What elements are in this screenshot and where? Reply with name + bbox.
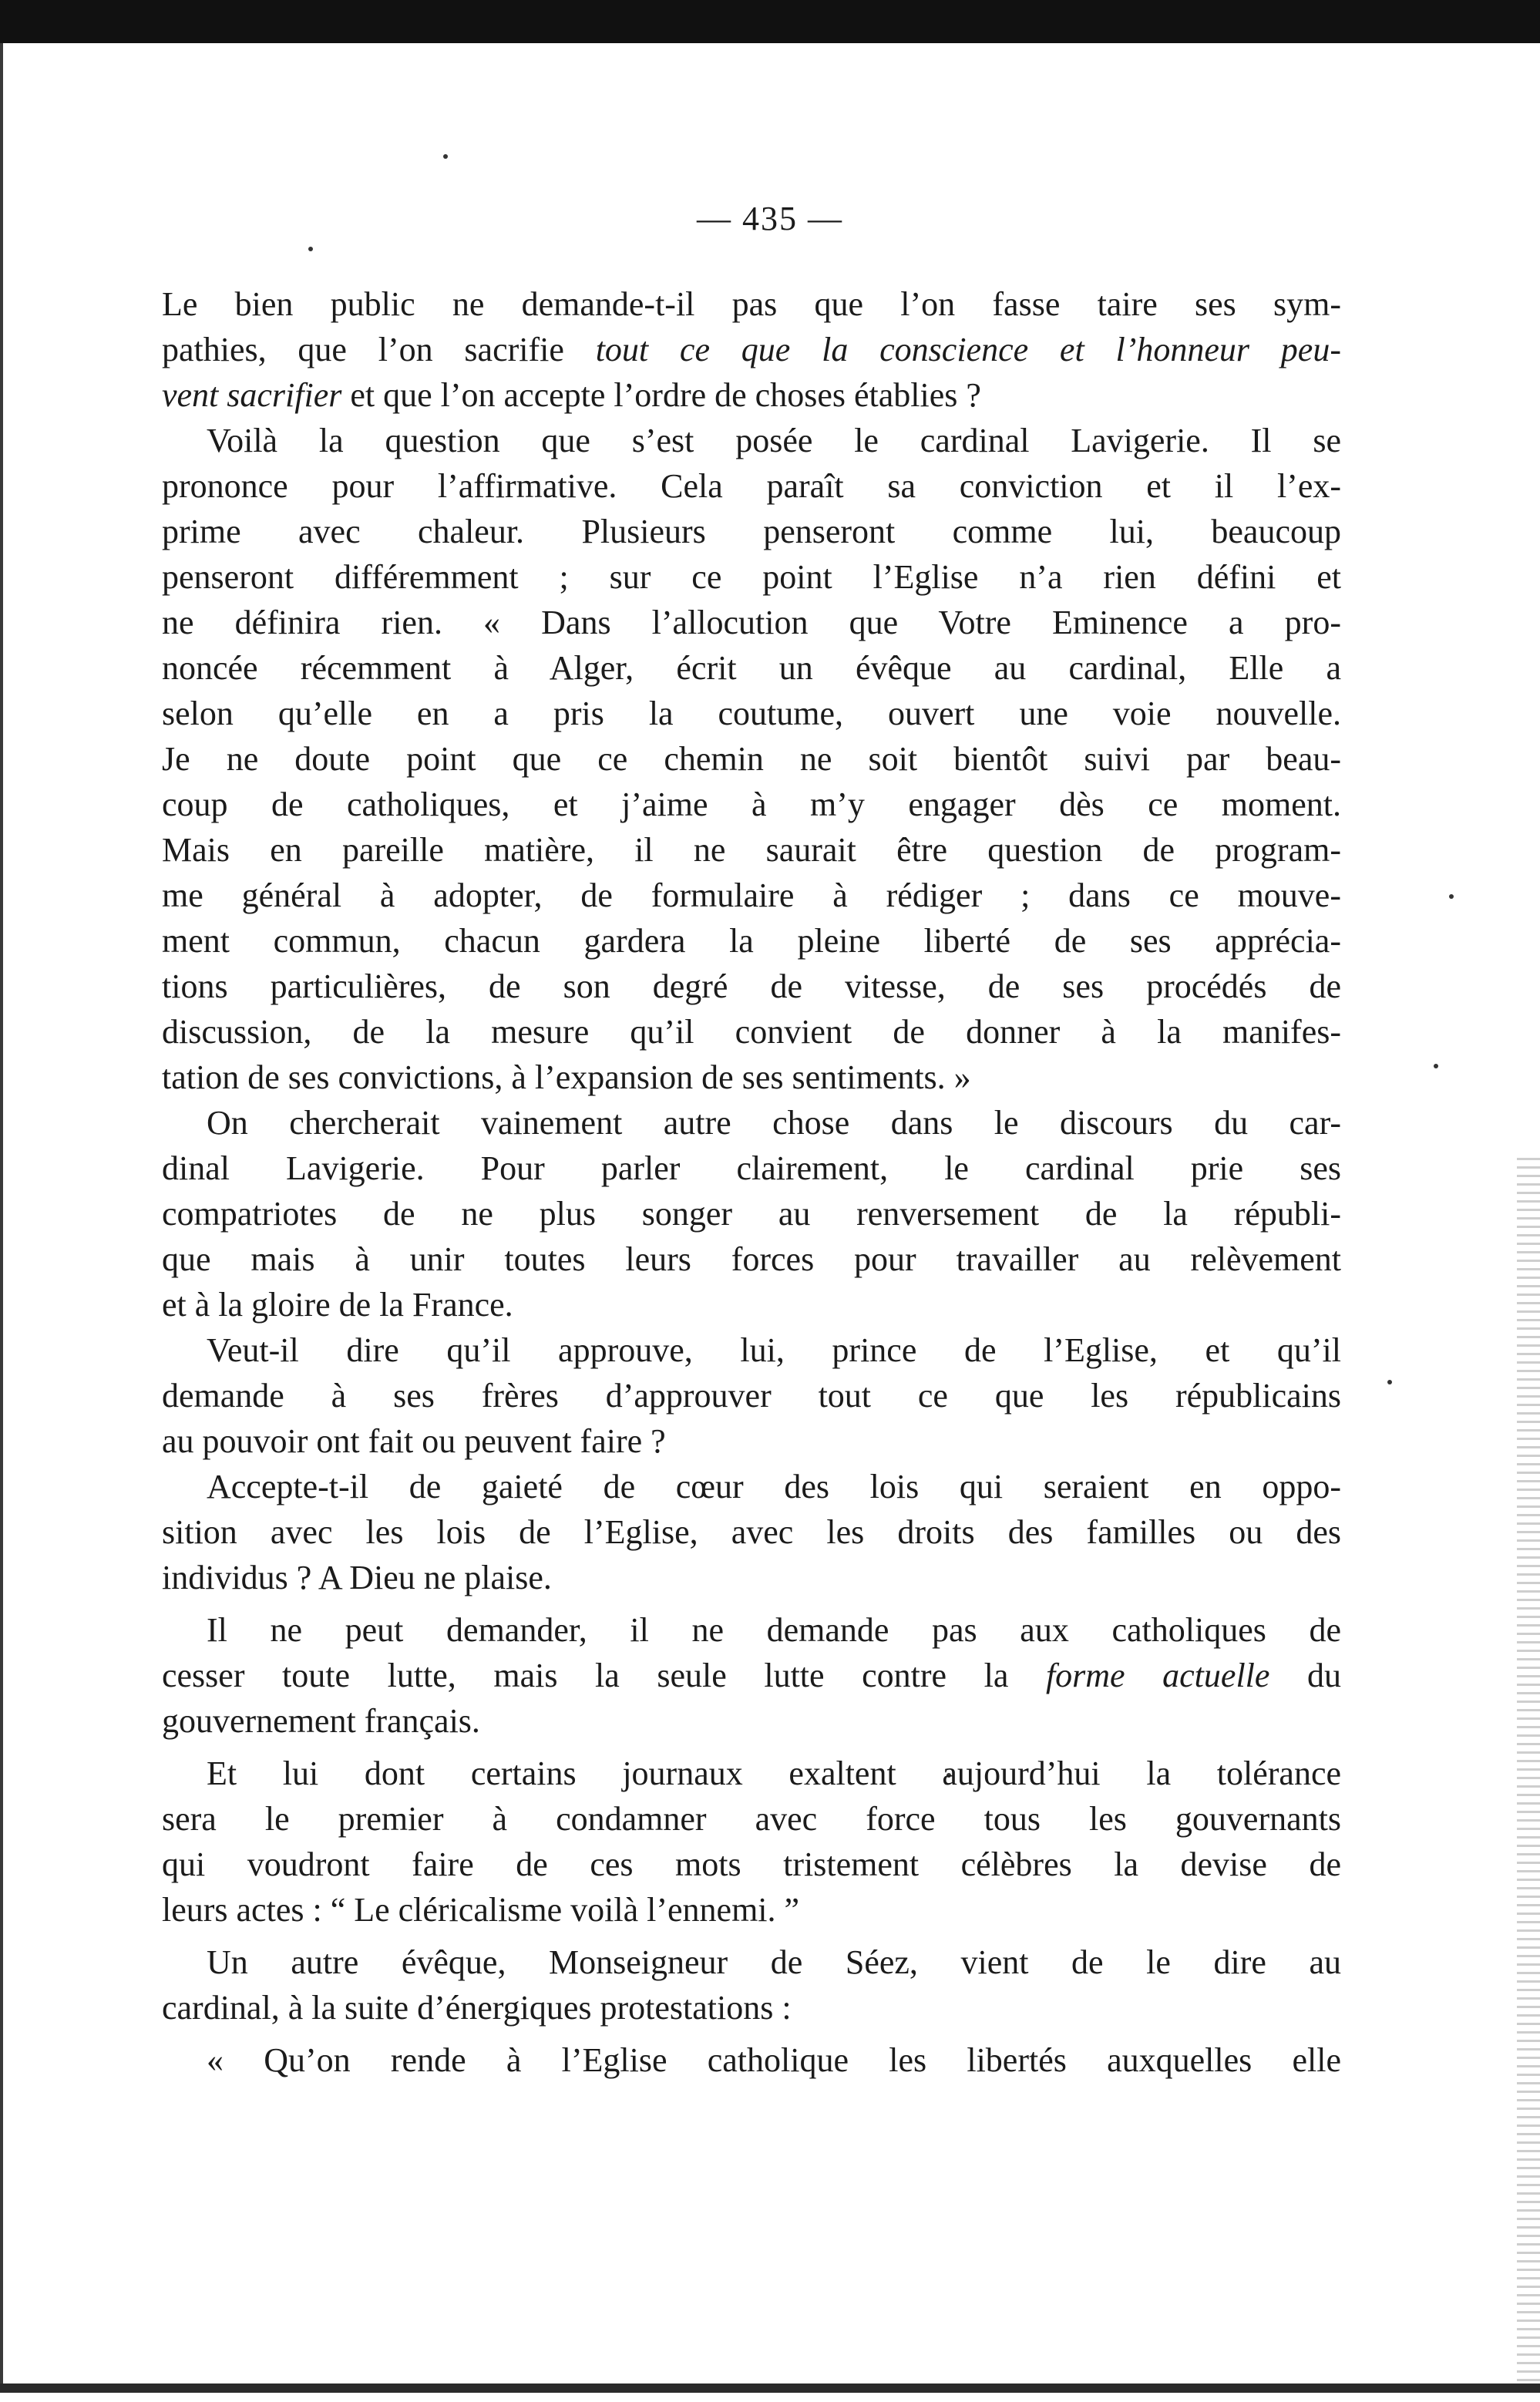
text-line: qui voudront faire de ces mots tristement célèbres la devise de xyxy=(162,1845,1341,1883)
text-line: On chercherait vainement autre chose dans le discours du car- xyxy=(207,1104,1341,1142)
text-line: Voilà la question que s’est posée le cardinal Lavigerie. Il se xyxy=(207,422,1341,459)
text-line: tions particulières, de son degré de vitesse, de ses procédés de xyxy=(162,967,1341,1005)
text-line: demande à ses frères d’approuver tout ce que les républicains xyxy=(162,1377,1341,1415)
body-text xyxy=(162,281,1341,2083)
text-line: cardinal, à la suite d’énergiques protestations : xyxy=(162,1989,792,2027)
italic-run: tout ce que la conscience et l’honneur peu- xyxy=(595,331,1341,368)
paragraph xyxy=(162,418,1341,1100)
text-line: prime avec chaleur. Plusieurs penseront comme lui, beaucoup xyxy=(162,513,1341,550)
text-line: prononce pour l’affirmative. Cela paraît sa conviction et il l’ex- xyxy=(162,467,1341,505)
text-line xyxy=(162,372,1341,418)
text-line: sition avec les lois de l’Eglise, avec les droits des familles ou des xyxy=(162,1513,1341,1551)
paragraph xyxy=(162,1607,1341,1744)
scan-speck xyxy=(1449,894,1454,899)
paragraph xyxy=(162,1939,1341,2030)
scan-top-border xyxy=(0,0,1540,43)
text-line: coup de catholiques, et j’aime à m’y engager dès ce moment. xyxy=(162,786,1341,823)
text-run: et que l’on accepte l’ordre de choses établies ? xyxy=(341,376,981,414)
text-line: au pouvoir ont fait ou peuvent faire ? xyxy=(162,1422,666,1460)
text-line: Mais en pareille matière, il ne saurait être question de program- xyxy=(162,831,1341,869)
text-line: discussion, de la mesure qu’il convient de donner à la manifes- xyxy=(162,1013,1341,1051)
text-line: sera le premier à condamner avec force tous les gouvernants xyxy=(162,1800,1341,1838)
paragraph xyxy=(162,1100,1341,1327)
scan-bottom-border xyxy=(0,2383,1540,2393)
text-line: gouvernement français. xyxy=(162,1702,480,1740)
text-line: ment commun, chacun gardera la pleine liberté de ses apprécia- xyxy=(162,922,1341,960)
text-line: compatriotes de ne plus songer au renversement de la républi- xyxy=(162,1195,1341,1233)
text-line: me général à adopter, de formulaire à rédiger ; dans ce mouve- xyxy=(162,876,1341,914)
text-line: selon qu’elle en a pris la coutume, ouvert une voie nouvelle. xyxy=(162,695,1341,732)
text-line: Je ne doute point que ce chemin ne soit bientôt suivi par beau- xyxy=(162,740,1341,778)
scan-speck xyxy=(443,154,448,159)
text-line: Et lui dont certains journaux exaltent aujourd’hui la tolérance xyxy=(207,1754,1341,1792)
paragraph xyxy=(162,1464,1341,1600)
scan-speck xyxy=(1434,1064,1438,1068)
text-line: « Qu’on rende à l’Eglise catholique les libertés auxquelles elle xyxy=(207,2041,1341,2079)
text-line: et à la gloire de la France. xyxy=(162,1286,513,1324)
paragraph xyxy=(162,1751,1341,1933)
text-line: tation de ses convictions, à l’expansion de ses sentiments. » xyxy=(162,1058,971,1096)
text-line: leurs actes : “ Le cléricalisme voilà l’ennemi. ” xyxy=(162,1891,800,1929)
text-run: pathies, que l’on sacrifie xyxy=(162,331,596,368)
text-line: ne définira rien. « Dans l’allocution que Votre Eminence a pro- xyxy=(162,604,1341,641)
text-line: Un autre évêque, Monseigneur de Séez, vient de le dire au xyxy=(207,1943,1341,1981)
page-number: — 435 — xyxy=(697,200,843,237)
text-line: Il ne peut demander, il ne demande pas aux catholiques de xyxy=(207,1611,1341,1649)
text-line: que mais à unir toutes leurs forces pour travailler au relèvement xyxy=(162,1240,1341,1278)
scan-right-edge-noise xyxy=(1517,1156,1540,2390)
paragraph xyxy=(162,1327,1341,1464)
text-line xyxy=(162,327,1341,372)
text-run: cesser toute lutte, mais la seule lutte contre la xyxy=(162,1657,1046,1694)
text-line: dinal Lavigerie. Pour parler clairement, le cardinal prie ses xyxy=(162,1149,1341,1187)
text-line: individus ? A Dieu ne plaise. xyxy=(162,1559,552,1596)
text-run: du xyxy=(1269,1657,1341,1694)
text-line: Le bien public ne demande-t-il pas que l’on fasse taire ses sym- xyxy=(162,285,1341,323)
text-line: Accepte-t-il de gaieté de cœur des lois qui seraient en oppo- xyxy=(207,1468,1341,1505)
scan-speck xyxy=(1387,1380,1392,1384)
text-line xyxy=(162,1653,1341,1698)
paragraph xyxy=(162,2037,1341,2083)
italic-run: vent sacrifier xyxy=(162,376,342,414)
text-line: penseront différemment ; sur ce point l’Eglise n’a rien défini et xyxy=(162,558,1341,596)
scan-speck xyxy=(308,247,313,251)
scan-left-edge xyxy=(0,43,3,2383)
text-line: Veut-il dire qu’il approuve, lui, prince de l’Eglise, et qu’il xyxy=(207,1331,1341,1369)
italic-run: forme actuelle xyxy=(1045,1657,1270,1694)
paragraph xyxy=(162,281,1341,418)
text-line: noncée récemment à Alger, écrit un évêque au cardinal, Elle a xyxy=(162,649,1341,687)
